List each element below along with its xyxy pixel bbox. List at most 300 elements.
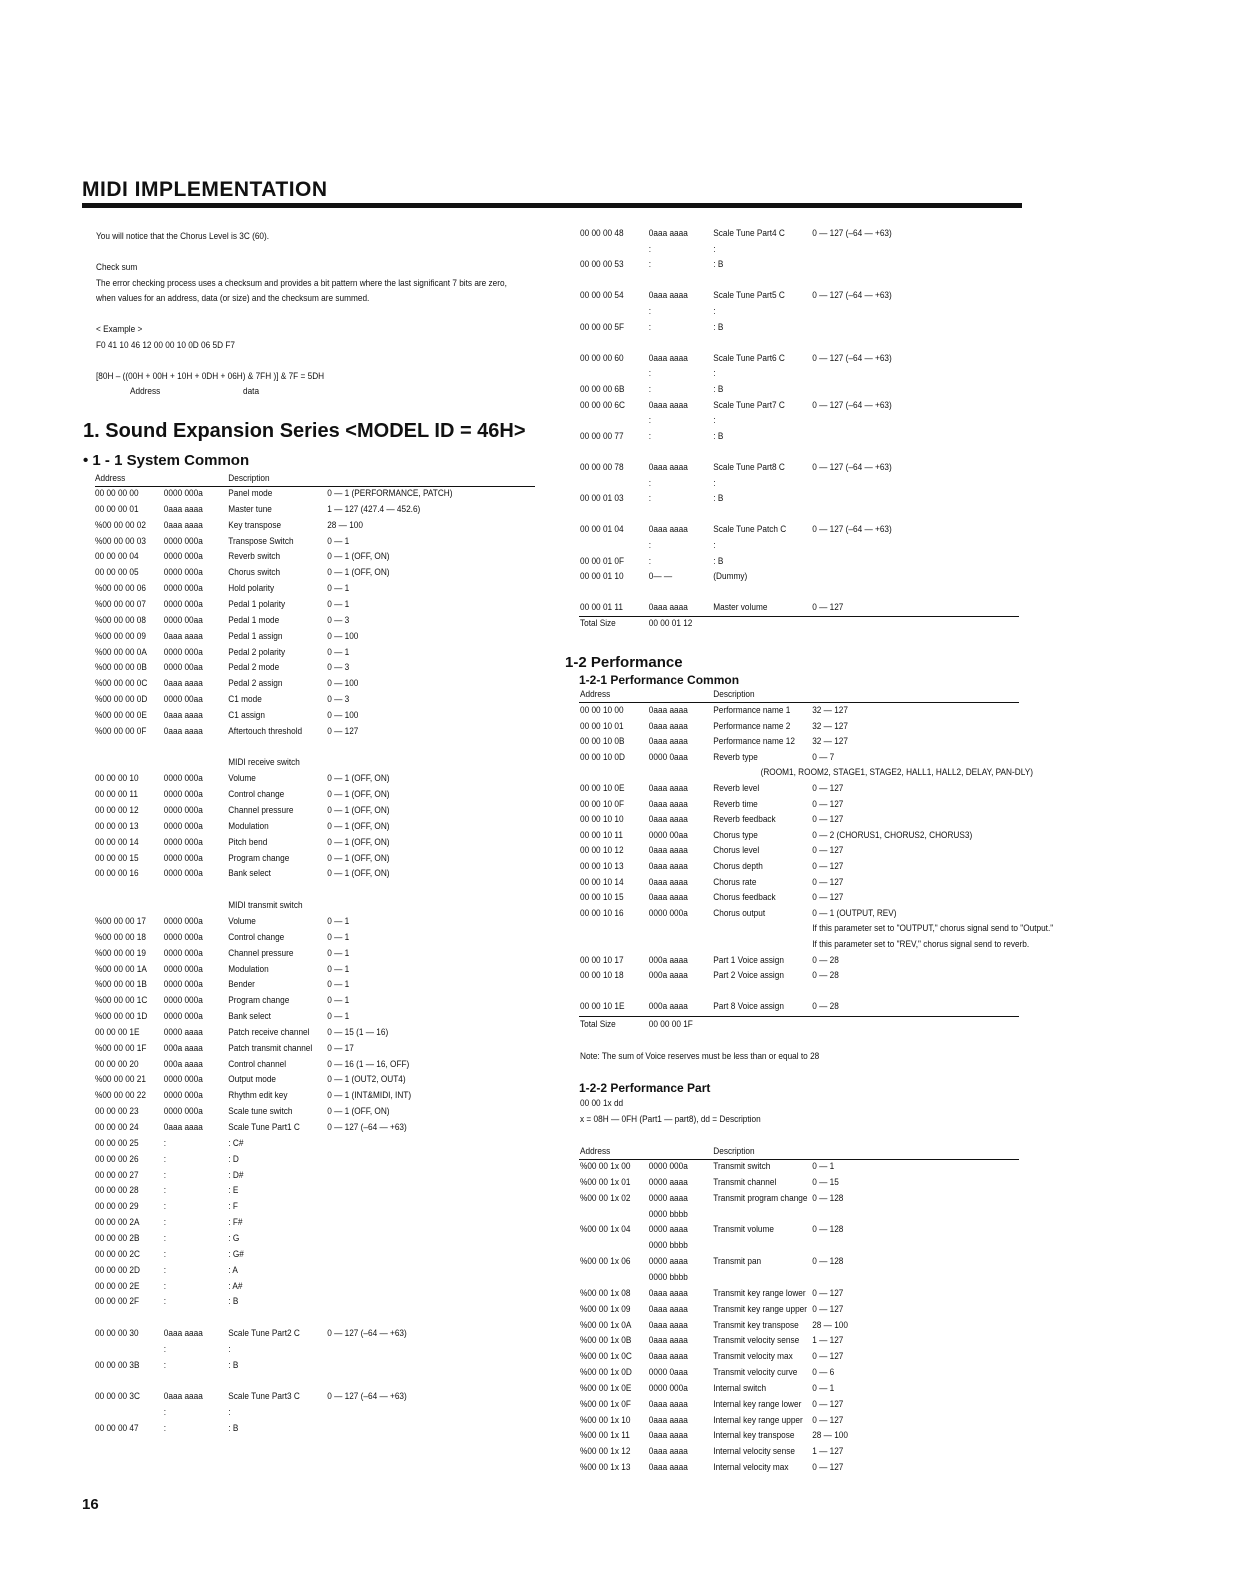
cell-description: :: [228, 1407, 231, 1419]
cell-range: 0 — 16 (1 — 16, OFF): [327, 1058, 410, 1070]
cell-bits: 0000 000a: [648, 907, 688, 919]
cell-bits: 0000 000a: [163, 931, 203, 943]
cell-description: Chorus rate: [713, 876, 757, 888]
cell-range: 0 — 127 (–64 — +63): [327, 1122, 407, 1133]
cell-bits: :: [163, 1217, 167, 1229]
cell-address: 00 00 00 54: [580, 290, 624, 302]
cell-description: : G#: [228, 1248, 244, 1260]
cell-description: :: [713, 477, 716, 489]
cell-address: 00 00 00 78: [580, 462, 624, 473]
cell-address: 00 00 00 05: [95, 567, 139, 579]
cell-address: %00 00 00 08: [95, 614, 146, 626]
cell-description: Pedal 2 polarity: [228, 646, 286, 658]
cell-address: %00 00 1x 01: [580, 1176, 631, 1188]
cell-description: Modulation: [228, 820, 269, 832]
cell-description: Part 1 Voice assign: [713, 954, 784, 966]
cell-bits: 0aaa aaaa: [648, 705, 688, 716]
cell-address: %00 00 1x 08: [580, 1287, 631, 1299]
cell-range: 32 — 127: [812, 736, 848, 748]
cell-address: 00 00 01 03: [580, 493, 624, 505]
cell-range: 0 — 15: [812, 1176, 839, 1188]
cell-description: : D: [228, 1153, 239, 1165]
cell-address: 00 00 10 18: [580, 970, 624, 982]
cell-address: 00 00 10 1E: [580, 1001, 625, 1013]
cell-bits: :: [648, 384, 652, 395]
cell-address: %00 00 00 18: [95, 931, 146, 943]
cell-range: 0 — 1 (OFF, ON): [327, 820, 390, 832]
cell-address: %00 00 00 1B: [95, 979, 147, 991]
cell-bits: 0aaa aaaa: [648, 814, 688, 826]
cell-range: 0 — 28: [812, 1001, 839, 1013]
cell-address: %00 00 1x 09: [580, 1303, 631, 1315]
cell-address: 00 00 00 2F: [95, 1296, 140, 1308]
cell-bits: 0000 000a: [163, 646, 203, 658]
cell-bits: 0aaa aaaa: [163, 1328, 203, 1340]
cell-description: Hold polarity: [228, 583, 275, 595]
cell-bits: :: [163, 1423, 167, 1435]
cell-description: : B: [713, 384, 724, 395]
cell-bits: 0000 0aaa: [648, 1367, 688, 1379]
cell-bits: :: [163, 1153, 167, 1165]
cell-description: Transmit key range lower: [713, 1287, 806, 1299]
cell-address: 00 00 00 5F: [580, 321, 625, 333]
cell-description: Transmit velocity max: [713, 1351, 793, 1363]
cell-description: Scale Tune Part4 C: [713, 228, 785, 239]
cell-description: MIDI transmit switch: [228, 900, 303, 912]
cell-description: Internal key range upper: [713, 1414, 803, 1426]
cell-bits: :: [648, 321, 652, 333]
cell-description: : B: [713, 430, 724, 442]
cell-bits: :: [648, 368, 652, 380]
cell-description: Chorus level: [713, 845, 760, 857]
cell-description: Control channel: [228, 1058, 287, 1070]
cell-range: 0 — 127 (–64 — +63): [812, 290, 892, 302]
cell-description: Transpose Switch: [228, 535, 294, 547]
cell-range: 0 — 127: [812, 602, 844, 614]
cell-bits: 0aaa aaaa: [648, 1414, 688, 1426]
cell-address: 00 00 10 0B: [580, 736, 625, 748]
cell-range: 0 — 127 (–64 — +63): [812, 524, 892, 536]
subsection-title: • 1 - 1 System Common: [83, 452, 250, 469]
cell-range: 0 — 1: [327, 995, 350, 1007]
cell-bits: 0aaa aaaa: [648, 290, 688, 302]
cell-description: Reverb type: [713, 751, 758, 763]
cell-address: %00 00 00 1D: [95, 1011, 148, 1023]
cell-address: 00 00 00 01: [95, 503, 139, 515]
cell-address: %00 00 00 0C: [95, 678, 148, 690]
cell-description: : F#: [228, 1217, 243, 1229]
cell-address: 00 00 00 10: [95, 773, 139, 785]
cell-range: 0 — 127: [812, 1287, 844, 1299]
cell-address: 00 00 00 47: [95, 1423, 139, 1435]
cell-bits: 000a aaaa: [163, 1042, 203, 1054]
cell-range: 0 — 1 (OUT2, OUT4): [327, 1074, 406, 1086]
cell-bits: 0000 000a: [163, 852, 203, 864]
header-rule: [579, 1159, 1019, 1160]
voice-reserve-note: Note: The sum of Voice reserves must be less than or equal to 28: [580, 1051, 820, 1062]
cell-range: 0 — 3: [327, 614, 350, 626]
col-description: Description: [713, 689, 755, 700]
total-rule: [579, 1016, 1019, 1017]
cell-range: 0 — 127: [812, 1351, 844, 1363]
cell-bits: 0000 aaaa: [163, 1026, 203, 1038]
cell-bits: 0000 aaaa: [648, 1192, 688, 1204]
cell-range: 0 — 1: [812, 1161, 835, 1172]
cell-description: C1 assign: [228, 709, 265, 721]
cell-range: 0 — 127: [812, 845, 844, 857]
cell-bits: :: [648, 477, 652, 489]
cell-range: 0 — 1 (OFF, ON): [327, 1106, 390, 1118]
cell-range: 0 — 100: [327, 678, 359, 690]
cell-bits: 0aaa aaaa: [163, 709, 203, 721]
cell-address: %00 00 1x 11: [580, 1430, 630, 1442]
cell-description: : A#: [228, 1280, 243, 1292]
cell-bits: 0aaa aaaa: [648, 352, 688, 364]
cell-range: 0 — 1 (OFF, ON): [327, 836, 390, 848]
cell-description: Bank select: [228, 1011, 271, 1023]
cell-range: 0 — 1 (OFF, ON): [327, 868, 390, 880]
cell-address: %00 00 00 1F: [95, 1042, 147, 1054]
cell-description: : B: [713, 493, 724, 505]
cell-bits: 0aaa aaaa: [648, 228, 688, 239]
cell-bits: 0000 000a: [163, 836, 203, 848]
cell-bits: 0000 000a: [163, 1074, 203, 1086]
cell-address: 00 00 10 14: [580, 876, 624, 888]
cell-bits: 0000 000a: [163, 1106, 203, 1118]
cell-range: 28 — 100: [327, 519, 363, 531]
cell-range: 32 — 127: [812, 705, 848, 716]
cell-description: : G: [228, 1232, 240, 1244]
cell-bits: :: [163, 1137, 167, 1149]
cell-address: %00 00 00 0B: [95, 662, 147, 674]
cell-address: 00 00 10 10: [580, 814, 624, 826]
performance-part-line-2: x = 08H — 0FH (Part1 — part8), dd = Description: [580, 1114, 761, 1125]
cell-range: 0 — 1: [327, 915, 350, 927]
cell-range: 0 — 100: [327, 630, 359, 642]
col-description: Description: [228, 473, 270, 484]
cell-bits: 0aaa aaaa: [163, 519, 203, 531]
cell-address: 00 00 00 6C: [580, 399, 625, 411]
cell-range: 0 — 3: [327, 662, 350, 674]
cell-range: If this parameter set to "REV," chorus signal send to reverb.: [812, 939, 1030, 950]
cell-range: 0 — 1: [327, 1011, 350, 1023]
cell-address: 00 00 00 30: [95, 1328, 139, 1340]
cell-address: %00 00 00 09: [95, 630, 146, 642]
cell-description: Output mode: [228, 1074, 277, 1086]
chorus-note: You will notice that the Chorus Level is 3C (60).: [96, 231, 270, 242]
cell-range: 1 — 127: [812, 1446, 844, 1458]
cell-address: 00 00 00 28: [95, 1185, 139, 1197]
cell-address: 00 00 00 6B: [580, 384, 625, 395]
cell-description: Transmit volume: [713, 1224, 774, 1236]
cell-bits: 0aaa aaaa: [648, 524, 688, 536]
cell-description: Pedal 1 polarity: [228, 598, 286, 610]
cell-address: 00 00 00 77: [580, 430, 624, 442]
cell-description: : C#: [228, 1137, 244, 1149]
cell-range: 0 — 128: [812, 1224, 844, 1236]
cell-description: Transmit program change: [713, 1192, 808, 1204]
cell-range: 0 — 1: [327, 947, 350, 959]
cell-bits: 0aaa aaaa: [648, 845, 688, 857]
cell-bits: 0aaa aaaa: [648, 720, 688, 732]
cell-description: Chorus feedback: [713, 892, 776, 904]
cell-address: 00 00 00 3C: [95, 1391, 140, 1403]
cell-address: 00 00 00 12: [95, 805, 139, 816]
cell-bits: 0aaa aaaa: [648, 892, 688, 904]
cell-bits: 0000 aaaa: [648, 1256, 688, 1268]
cell-address: %00 00 1x 12: [580, 1446, 631, 1458]
total-value: 00 00 00 1F: [648, 1019, 693, 1030]
formula-data-label: data: [243, 386, 260, 397]
checksum-line-2: when values for an address, data (or size) and the checksum are summed.: [96, 293, 370, 304]
cell-description: Scale Tune Patch C: [713, 524, 787, 536]
cell-bits: 000a aaaa: [163, 1058, 203, 1070]
cell-bits: :: [163, 1232, 167, 1244]
cell-bits: 0000 000a: [163, 947, 203, 959]
cell-bits: 0000 00aa: [163, 694, 203, 706]
cell-bits: 0000 000a: [163, 789, 203, 801]
cell-bits: :: [163, 1407, 167, 1419]
cell-description: : B: [228, 1423, 239, 1435]
cell-description: :: [713, 306, 716, 317]
cell-description: Performance name 2: [713, 720, 791, 732]
cell-bits: 0aaa aaaa: [648, 1335, 688, 1347]
cell-bits: 0000 000a: [163, 963, 203, 975]
cell-description: Performance name 1: [713, 705, 791, 716]
cell-address: %00 00 1x 0A: [580, 1319, 632, 1331]
cell-range: 0 — 127: [812, 783, 844, 794]
cell-address: %00 00 00 21: [95, 1074, 146, 1086]
cell-range: 0 — 1: [327, 583, 350, 595]
cell-description: MIDI receive switch: [228, 757, 300, 769]
cell-description: Channel pressure: [228, 947, 294, 959]
cell-description: Pedal 2 mode: [228, 662, 280, 674]
cell-bits: 0aaa aaaa: [648, 462, 688, 473]
cell-address: %00 00 00 03: [95, 535, 146, 547]
cell-bits: :: [648, 540, 652, 551]
cell-description: :: [713, 415, 716, 427]
section-title: 1. Sound Expansion Series <MODEL ID = 46H>: [83, 420, 526, 442]
cell-address: 00 00 00 24: [95, 1122, 139, 1133]
cell-bits: 0000 000a: [163, 598, 203, 610]
cell-address: 00 00 00 53: [580, 259, 624, 271]
cell-range: 0 — 1: [812, 1382, 835, 1394]
cell-bits: 0000 000a: [163, 535, 203, 547]
cell-bits: 0aaa aaaa: [648, 876, 688, 888]
cell-description: Patch receive channel: [228, 1026, 310, 1038]
cell-range: 0 — 127: [812, 814, 844, 826]
cell-bits: 0aaa aaaa: [648, 783, 688, 794]
cell-range: 0 — 100: [327, 709, 359, 721]
cell-description: Control change: [228, 789, 285, 801]
cell-address: %00 00 00 19: [95, 947, 146, 959]
total-value: 00 00 01 12: [648, 618, 693, 629]
cell-range: 0 — 3: [327, 694, 350, 706]
cell-bits: 0000 000a: [163, 995, 203, 1007]
cell-range: 0 — 1 (PERFORMANCE, PATCH): [327, 488, 453, 499]
cell-bits: :: [648, 259, 652, 271]
cell-bits: :: [163, 1359, 167, 1371]
cell-range: 0 — 1: [327, 598, 350, 610]
cell-range: If this parameter set to "OUTPUT," chorus signal send to "Output.": [812, 923, 1054, 935]
cell-bits: 0000 aaaa: [648, 1224, 688, 1236]
cell-description: Chorus switch: [228, 567, 281, 579]
cell-range: 1 — 127 (427.4 — 452.6): [327, 503, 421, 515]
cell-range: 0 — 1 (INT&MIDI, INT): [327, 1090, 412, 1102]
cell-address: 00 00 10 0F: [580, 798, 625, 810]
cell-description: Master volume: [713, 602, 768, 614]
col-description: Description: [713, 1146, 755, 1157]
cell-bits: :: [163, 1296, 167, 1308]
cell-description: Volume: [228, 915, 256, 927]
cell-range: 0 — 1 (OUTPUT, REV): [812, 907, 897, 919]
cell-description: Scale Tune Part5 C: [713, 290, 785, 302]
cell-address: 00 00 01 04: [580, 524, 624, 536]
cell-bits: 0000 bbbb: [648, 1208, 688, 1220]
cell-address: %00 00 00 0F: [95, 725, 147, 737]
cell-description: Internal key transpose: [713, 1430, 795, 1442]
cell-range: 0 — 127: [812, 1303, 844, 1315]
cell-address: 00 00 01 10: [580, 571, 624, 583]
cell-range: 0 — 2 (CHORUS1, CHORUS2, CHORUS3): [812, 829, 973, 841]
cell-bits: 0000 0aaa: [648, 751, 688, 763]
cell-range: 0 — 128: [812, 1192, 844, 1204]
cell-bits: :: [163, 1343, 167, 1355]
subsection-title-text: 1 - 1 System Common: [92, 452, 250, 469]
cell-range: 0 — 127: [812, 798, 844, 810]
cell-range: 0 — 1 (OFF, ON): [327, 805, 390, 816]
cell-description: :: [228, 1343, 231, 1355]
cell-address: %00 00 1x 0B: [580, 1335, 632, 1347]
cell-address: 00 00 00 3B: [95, 1359, 140, 1371]
cell-range: 0 — 1: [327, 963, 350, 975]
cell-bits: 0000 aaaa: [648, 1176, 688, 1188]
cell-bits: :: [163, 1264, 167, 1276]
cell-description: : B: [713, 555, 724, 567]
cell-address: %00 00 00 22: [95, 1090, 146, 1102]
cell-bits: 000a aaaa: [648, 954, 688, 966]
cell-range: 0 — 28: [812, 970, 839, 982]
cell-range: 0 — 127 (–64 — +63): [812, 228, 892, 239]
cell-range: 0 — 28: [812, 954, 839, 966]
cell-address: 00 00 00 2A: [95, 1217, 140, 1229]
performance-part-title: 1-2-2 Performance Part: [579, 1081, 711, 1095]
cell-range: (ROOM1, ROOM2, STAGE1, STAGE2, HALL1, HALL2, DELAY, PAN-DLY): [760, 767, 1033, 779]
cell-bits: :: [163, 1201, 167, 1213]
cell-range: 0 — 1: [327, 979, 350, 991]
cell-address: 00 00 10 00: [580, 705, 624, 716]
cell-description: : B: [713, 321, 724, 333]
cell-bits: :: [648, 493, 652, 505]
cell-address: 00 00 00 2E: [95, 1280, 140, 1292]
cell-bits: 0— —: [648, 571, 673, 583]
cell-description: Performance name 12: [713, 736, 795, 748]
cell-address: 00 00 00 27: [95, 1169, 139, 1181]
cell-address: 00 00 00 1E: [95, 1026, 140, 1038]
cell-address: %00 00 1x 04: [580, 1224, 631, 1236]
cell-range: 0 — 127: [812, 1398, 844, 1410]
cell-range: 1 — 127: [812, 1335, 844, 1347]
cell-address: 00 00 10 17: [580, 954, 624, 966]
cell-bits: 0aaa aaaa: [648, 798, 688, 810]
cell-range: 0 — 127: [812, 892, 844, 904]
cell-address: 00 00 00 2D: [95, 1264, 140, 1276]
cell-description: Scale tune switch: [228, 1106, 293, 1118]
cell-description: Key transpose: [228, 519, 282, 531]
cell-bits: 0000 00aa: [163, 614, 203, 626]
cell-description: Internal key range lower: [713, 1398, 802, 1410]
cell-address: %00 00 1x 0D: [580, 1367, 632, 1379]
cell-bits: 0aaa aaaa: [648, 1398, 688, 1410]
cell-range: 0 — 1 (OFF, ON): [327, 567, 390, 579]
cell-address: 00 00 00 23: [95, 1106, 139, 1118]
cell-address: 00 00 00 26: [95, 1153, 139, 1165]
cell-address: %00 00 00 07: [95, 598, 146, 610]
cell-description: Transmit velocity sense: [713, 1335, 800, 1347]
cell-range: 0 — 127 (–64 — +63): [327, 1328, 407, 1340]
cell-bits: 000a aaaa: [648, 1001, 688, 1013]
performance-common-title: 1-2-1 Performance Common: [579, 673, 740, 687]
example-label: < Example >: [96, 324, 143, 335]
cell-range: 0 — 1 (OFF, ON): [327, 852, 390, 864]
cell-address: %00 00 1x 0C: [580, 1351, 632, 1363]
cell-bits: 0aaa aaaa: [163, 725, 203, 737]
cell-description: :: [713, 540, 716, 551]
cell-address: 00 00 00 20: [95, 1058, 139, 1070]
cell-description: :: [713, 243, 716, 255]
cell-address: %00 00 00 17: [95, 915, 146, 927]
checksum-line-1: The error checking process uses a checksum and provides a bit pattern where the last significant 7 bits are zero,: [96, 278, 507, 289]
checksum-title: Check sum: [96, 262, 138, 273]
cell-description: Chorus output: [713, 907, 766, 919]
cell-description: : B: [228, 1359, 239, 1371]
cell-bits: 0000 000a: [163, 773, 203, 785]
cell-bits: :: [648, 243, 652, 255]
cell-bits: 0000 bbbb: [648, 1271, 688, 1283]
cell-range: 0 — 1: [327, 931, 350, 943]
cell-bits: 0aaa aaaa: [648, 1303, 688, 1315]
cell-description: Scale Tune Part8 C: [713, 462, 785, 473]
cell-description: : B: [228, 1296, 239, 1308]
cell-address: 00 00 00 29: [95, 1201, 139, 1213]
cell-bits: 0aaa aaaa: [163, 630, 203, 642]
cell-description: Internal switch: [713, 1382, 767, 1394]
col-address: Address: [580, 1146, 611, 1157]
total-rule: [579, 616, 1019, 617]
cell-description: Transmit key transpose: [713, 1319, 799, 1331]
cell-description: Part 2 Voice assign: [713, 970, 784, 982]
cell-description: Program change: [228, 852, 290, 864]
cell-range: 0 — 128: [812, 1256, 844, 1268]
cell-description: Pedal 1 assign: [228, 630, 283, 642]
cell-bits: 000a aaaa: [648, 970, 688, 982]
cell-address: 00 00 10 11: [580, 829, 623, 841]
cell-range: 0 — 15 (1 — 16): [327, 1026, 389, 1038]
cell-range: 0 — 1 (OFF, ON): [327, 789, 390, 801]
cell-bits: 0000 000a: [163, 868, 203, 880]
cell-description: (Dummy): [713, 571, 748, 583]
page-title: MIDI IMPLEMENTATION: [82, 178, 328, 201]
cell-description: Transmit velocity curve: [713, 1367, 798, 1379]
cell-address: %00 00 1x 00: [580, 1161, 631, 1172]
cell-address: %00 00 00 1C: [95, 995, 148, 1007]
cell-bits: 0000 000a: [163, 567, 203, 579]
cell-range: 0 — 127: [812, 1462, 844, 1474]
cell-address: %00 00 00 0D: [95, 694, 148, 706]
cell-description: :: [713, 368, 716, 380]
title-rule: [82, 203, 1022, 208]
cell-address: 00 00 00 00: [95, 488, 139, 499]
